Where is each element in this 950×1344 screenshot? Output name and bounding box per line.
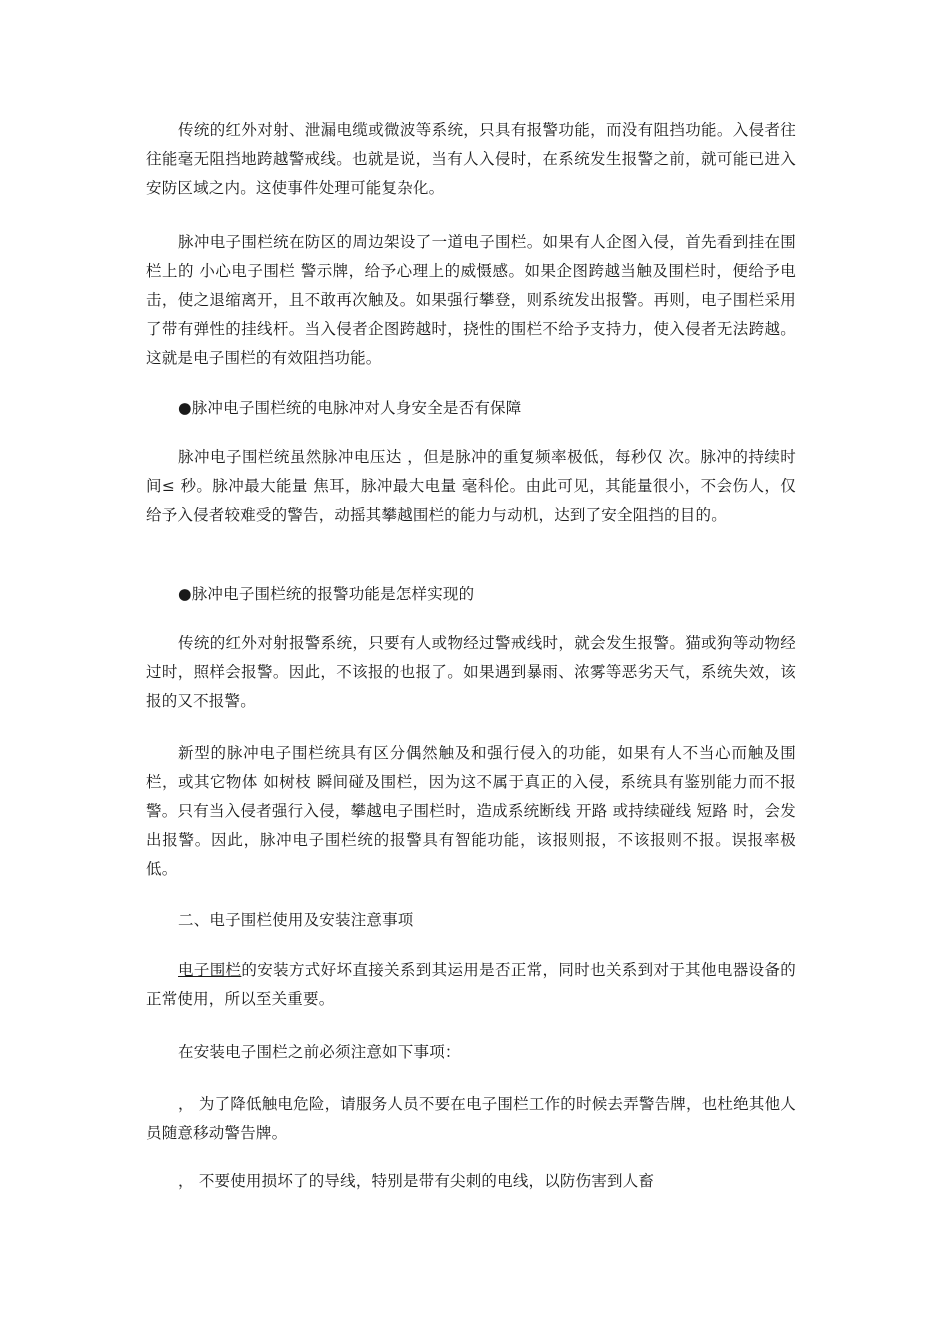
paragraph-precaution-2: ， 不要使用损坏了的导线，特别是带有尖刺的电线，以防伤害到人畜 — [178, 1172, 655, 1190]
paragraph-precaution-1: ， 为了降低触电危险，请服务人员不要在电子围栏工作的时候去弄警告牌，也杜绝其他人员随意移动警告牌。 — [146, 1095, 796, 1142]
paragraph-precautions-intro: 在安装电子围栏之前必须注意如下事项： — [178, 1043, 461, 1061]
heading-installation-notes: 二、电子围栏使用及安装注意事项 — [178, 911, 414, 929]
heading-safety: ●脉冲电子围栏统的电脉冲对人身安全是否有保障 — [178, 399, 522, 417]
paragraph-intelligent-alarm: 新型的脉冲电子围栏统具有区分偶然触及和强行侵入的功能，如果有人不当心而触及围栏，或其它物体 如树枝 瞬间碰及围栏，因为这不属于真正的入侵，系统具有鉴别能力而不报警。只有当入侵者强行入侵，攀越电子围栏时，造成系统断线 开路 或持续碰线 短路 时，会发出报警。因此，脉冲电子围栏统的报警具有智能功能，该报则报，不该报则不报。误报率极低。 — [146, 744, 796, 878]
paragraph-infrared-alarm: 传统的红外对射报警系统，只要有人或物经过警戒线时，就会发生报警。猫或狗等动物经过时，照样会报警。因此，不该报的也报了。如果遇到暴雨、浓雾等恶劣天气，系统失效，该报的又不报警。 — [146, 634, 796, 710]
paragraph-pulse-safety: 脉冲电子围栏统虽然脉冲电压达 ，但是脉冲的重复频率极低，每秒仅 次。脉冲的持续时间≤ 秒。脉冲最大能量 焦耳，脉冲最大电量 毫科伦。由此可见，其能量很小，不会伤人，仅给予入侵者较难受的警告，动摇其攀越围栏的能力与动机，达到了安全阻挡的目的。 — [146, 448, 796, 524]
paragraph-pulse-fence-blocking: 脉冲电子围栏统在防区的周边架设了一道电子围栏。如果有人企图入侵，首先看到挂在围栏上的 小心电子围栏 警示牌，给予心理上的威慑感。如果企图跨越当触及围栏时，便给予电击，使之退缩离开，且不敢再次触及。如果强行攀登，则系统发出报警。再则，电子围栏采用了带有弹性的挂线杆。当入侵者企图跨越时，挠性的围栏不给予支持力，使入侵者无法跨越。这就是电子围栏的有效阻挡功能。 — [146, 233, 796, 367]
paragraph-traditional-systems: 传统的红外对射、泄漏电缆或微波等系统，只具有报警功能，而没有阻挡功能。入侵者往往能毫无阻挡地跨越警戒线。也就是说，当有人入侵时，在系统发生报警之前，就可能已进入安防区域之内。这使事件处理可能复杂化。 — [146, 121, 796, 197]
paragraph-installation-text: 的安装方式好坏直接关系到其运用是否正常，同时也关系到对于其他电器设备的正常使用，所以至关重要。 — [146, 961, 796, 1008]
electric-fence-link[interactable]: 电子围栏 — [178, 961, 242, 979]
heading-alarm-function: ●脉冲电子围栏统的报警功能是怎样实现的 — [178, 585, 475, 603]
paragraph-installation-importance — [146, 956, 796, 1014]
